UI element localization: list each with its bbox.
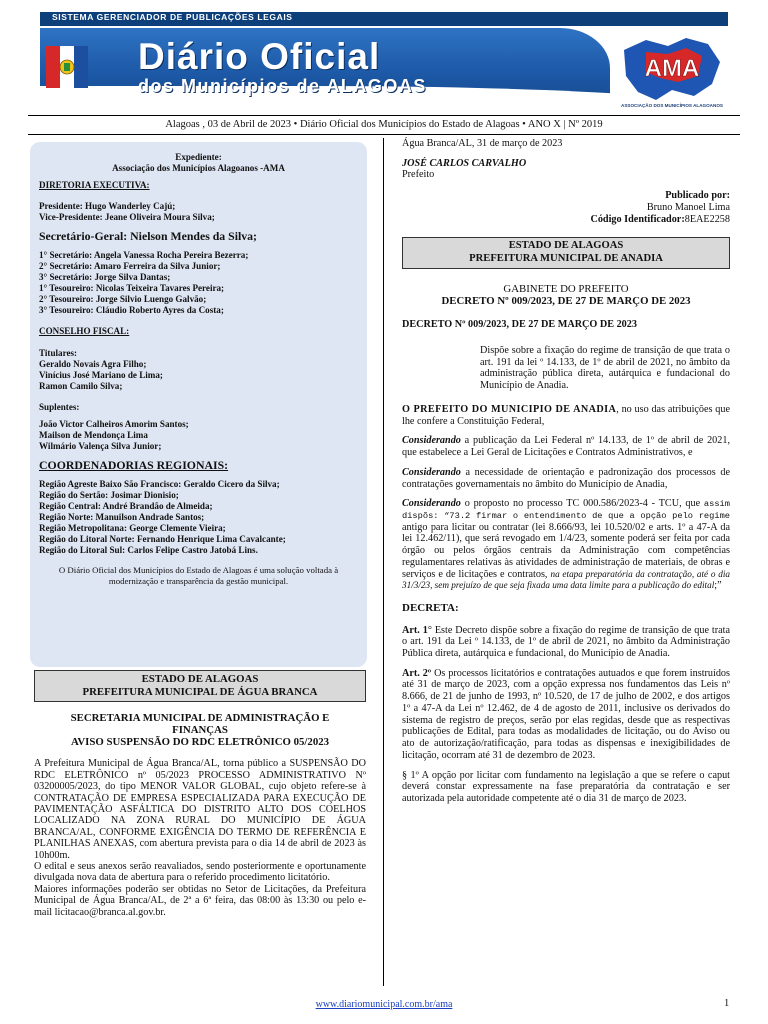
secretario-item: 2° Secretário: Amaro Ferreira da Silva Junior; — [39, 260, 221, 271]
considerando-text: a publicação da Lei Federal nº 14.133, de 1º de abril de 2021, que estabelece a Lei Geral de Licitações e Contratos Administrativos, e — [402, 435, 730, 459]
published-by-name: Bruno Manoel Lima — [646, 201, 730, 213]
coordenadoria-item: Região Norte: Manuilson Andrade Santos; — [39, 511, 205, 522]
article-2-label: Art. 2º — [402, 667, 432, 679]
expediente-title: Expediente: — [175, 152, 222, 162]
page-number: 1 — [724, 998, 730, 1009]
tesoureiro-item: 3° Tesoureiro: Cláudio Roberto Ayres da Costa; — [39, 305, 224, 316]
preamble-text: , no uso das atribuições que lhe confere a Constituição Federal, — [402, 403, 730, 427]
code-label: Código Identificador: — [590, 213, 685, 225]
suplente-item: Wilmário Valença Silva Junior; — [39, 441, 162, 452]
coordenadoria-item: Região do Sertão: Josimar Dionisio; — [39, 489, 179, 500]
entity-name: PREFEITURA MUNICIPAL DE ÁGUA BRANCA — [82, 686, 318, 699]
considerando-text: o proposto no processo TC 000.586/2023-4 - TCU, que — [460, 498, 704, 510]
considerando-word: Considerando — [402, 498, 461, 510]
considerando-text: antigo para licitar ou contratar (lei 8.666/93, lei 10.520/02 e arts. 1º a 47-A da lei 12.462/11), que será revogado em 1/4/23, somente poderá ser feita por cada órgão ou pelos órgãos centrais da Administração com competências regulamentares relativas às atividades de administração de materiais, de obras e serviços e de licitações e contratos, — [402, 521, 730, 580]
considerando-1 — [402, 435, 730, 458]
system-name: SISTEMA GERENCIADOR DE PUBLICAÇÕES LEGAIS — [52, 12, 293, 22]
left-column — [30, 142, 367, 667]
considerando-3 — [402, 498, 730, 592]
expediente-box — [30, 142, 367, 667]
right-column — [402, 138, 730, 805]
titular-item: Ramon Camilo Silva; — [39, 380, 123, 391]
alagoas-flag-icon — [46, 46, 88, 88]
column-divider — [383, 138, 384, 986]
article-2-paragraph-1: § 1º A opção por licitar com fundamento na legislação a que se refere o caput deverá constar expressamente na fase preparatória da contratação e ser autorizada pela autoridade competente até o dia 31 de março de 2023. — [402, 769, 730, 804]
suplente-item: João Victor Calheiros Amorim Santos; — [39, 418, 189, 429]
state-name: ESTADO DE ALAGOAS — [508, 240, 624, 252]
top-rule — [28, 115, 740, 116]
considerando-text: a necessidade de orientação e padronização dos processos de contratações governamentais no âmbito do Município de Anadia, — [402, 466, 730, 490]
ama-logo-text: AMA — [644, 55, 700, 82]
considerando-word: Considerando — [402, 435, 461, 447]
coordenadoria-item: Região Agreste Baixo São Francisco: Geraldo Cicero da Silva; — [39, 478, 280, 489]
tesoureiro-item: 1° Tesoureiro: Nicolas Teixeira Tavares Pereira; — [39, 283, 225, 294]
ama-logo-caption: ASSOCIAÇÃO DOS MUNICÍPIOS ALAGOANOS — [621, 103, 723, 108]
aviso-paragraph: Maiores informações poderão ser obtidas no Setor de Licitações, da Prefeitura Municipal de Água Branca/AL, de 2ª a 6ª feira, das 08:00 às 13:30 ou pelo e-mail licitacao@branca.al.gov.br. — [34, 883, 366, 918]
considerando-word: Considerando — [402, 466, 461, 478]
diretoria-label: DIRETORIA EXECUTIVA: — [39, 180, 150, 191]
ama-logo-icon — [616, 32, 728, 110]
suplentes-label: Suplentes: — [39, 401, 80, 412]
article-2-text: Os processos licitatórios e contratações autuados e que forem instruídos até 31 de março de 2023, com a opção expressa nos fundamentos das Leis nº 8.666, de 21 de junho de 1993, nº 10.520, de 17 de julho de 2002, e dos artigos 1º a 47-A da Lei nº 12.462, de 4 de agosto de 2011, inclusive os derivados do sistema de registro de preços, serão por elas regidas, desde que as respectivas publicações de Edital, para todas as modalidades de licitação, ou do Aviso ou ato de autorização/ratificação, para todas as dispensas e inexigibilidades de licitação, ocorram até 31 de dezembro de 2023. — [402, 667, 730, 761]
preamble-paragraph — [402, 404, 730, 427]
agua-branca-header — [34, 670, 366, 702]
signer-name: JOSÉ CARLOS CARVALHO — [402, 157, 527, 169]
edition-dateline: Alagoas , 03 de Abril de 2023 • Diário Oficial dos Municípios do Estado de Alagoas • ANO X | Nº 2019 — [165, 119, 603, 130]
place-date: Água Branca/AL, 31 de março de 2023 — [402, 138, 563, 149]
titular-item: Vinícius José Mariano de Lima; — [39, 369, 163, 380]
considerando-2 — [402, 467, 730, 490]
considerando-end: ;” — [714, 580, 722, 592]
header-banner — [40, 12, 728, 110]
decreto-title: DECRETO Nº 009/2023, DE 27 DE MARÇO DE 2023 — [441, 295, 691, 308]
aviso-paragraph: A Prefeitura Municipal de Água Branca/AL, torna público a SUSPENSÃO DO RDC ELETRÔNICO nº 05/2023 PROCESSO ADMINISTRATIVO Nº 03200005/2023, do tipo MENOR VALOR GLOBAL, cujo objeto refere-se à CONTRATAÇÃO DE EMPRESA ESPECIALIZADA PARA EXECUÇÃO DE PAVIMENTAÇÃO ASFÁLTICA DO DISTRITO ALTO DOS COELHOS LOCALIZADO NA ZONA RURAL DO MUNICÍPIO DE ÁGUA BRANCA/AL, CONFORME EXIGÊNCIA DO TERMO DE REFERÊNCIA E PLANILHAS ANEXAS, com abertura prevista para o dia 14 de abril de 2023 às 10h00m. — [34, 758, 366, 861]
published-by-label: Publicado por: — [665, 190, 730, 202]
aviso-paragraph: O edital e seus anexos serão reavaliados, sendo posteriormente e oportunamente divulgada nova data de abertura para o referido procedimento licitatório. — [34, 861, 366, 884]
secretario-geral: Secretário-Geral: Nielson Mendes da Silva; — [39, 229, 257, 244]
coordenadoria-item: Região Metropolitana: George Clemente Vieira; — [39, 523, 226, 534]
aviso-title-line-2: FINANÇAS — [172, 724, 228, 737]
coordenadorias-label: COORDENADORIAS REGIONAIS: — [39, 458, 229, 473]
entity-name: PREFEITURA MUNICIPAL DE ANADIA — [469, 253, 663, 265]
coordenadoria-item: Região do Litoral Norte: Fernando Henrique Lima Cavalcante; — [39, 534, 286, 545]
article-1 — [402, 625, 730, 660]
titulares-label: Titulares: — [39, 347, 78, 358]
secretario-item: 3° Secretário: Jorge Silva Dantas; — [39, 272, 171, 283]
signer-role: Prefeito — [402, 169, 435, 181]
expediente-note: O Diário Oficial dos Municípios do Estado de Alagoas é uma solução voltada à modernização e transparência da gestão municipal. — [58, 565, 339, 587]
decreto-subtitle: DECRETO Nº 009/2023, DE 27 DE MARÇO DE 2023 — [402, 319, 637, 331]
considerando-italic: na etapa preparatória da contratação, até o dia 31/3/23, sem prejuízo de que seja fixada uma data limite para a publicação do edital — [402, 568, 730, 591]
article-1-text: Este Decreto dispõe sobre a fixação do regime de transição de que trata o art. 191 da Lei º 14.133, de 1º de abril de 2021, no âmbito da Administração Pública direta, autárquica e fundacional, do Município de Anadia. — [402, 624, 730, 660]
preamble-bold: O PREFEITO DO MUNICIPIO DE ANADIA — [402, 403, 617, 415]
presidente: Presidente: Hugo Wanderley Cajú; — [39, 201, 176, 212]
publication-title: Diário Oficial — [138, 36, 381, 77]
article-1-label: Art. 1 — [402, 624, 428, 636]
system-bar — [40, 12, 728, 26]
gabinete-title: GABINETE DO PREFEITO — [503, 283, 629, 296]
conselho-label: CONSELHO FISCAL: — [39, 326, 130, 337]
coordenadoria-item: Região Central: André Brandão de Almeida; — [39, 500, 213, 511]
considerando-quote-start: assim dispõs: “73.2 firmar o entendimento de que a opção pelo regime — [402, 499, 730, 521]
bottom-rule — [28, 134, 740, 135]
publication-subtitle: dos Municípios de ALAGOAS — [138, 76, 427, 96]
titular-item: Geraldo Novais Agra Filho; — [39, 358, 147, 369]
code-value: 8EAE2258 — [684, 213, 730, 225]
aviso-title-line-3: AVISO SUSPENSÃO DO RDC ELETRÔNICO 05/2023 — [70, 736, 330, 749]
decreta-label: DECRETA: — [402, 601, 459, 614]
anadia-header — [402, 237, 730, 269]
vice-presidente: Vice-Presidente: Jeane Oliveira Moura Silva; — [39, 212, 215, 223]
aviso-section — [34, 712, 366, 918]
footer-website-link[interactable]: www.diariomunicipal.com.br/ama — [315, 999, 453, 1010]
article-2 — [402, 668, 730, 762]
expediente-org: Associação dos Municípios Alagoanos -AMA — [112, 163, 285, 174]
state-name: ESTADO DE ALAGOAS — [141, 673, 259, 685]
decreto-ementa: Dispõe sobre a fixação do regime de transição de que trata o art. 191 da lei º 14.133, de 1º de abril de 2021, no âmbito da administração pública direta, autárquica e fundacional do Município de Anadia. — [480, 345, 730, 392]
suplente-item: Mailson de Mendonça Lima — [39, 430, 148, 441]
tesoureiro-item: 2° Tesoureiro: Jorge Silvio Luengo Galvão; — [39, 294, 207, 305]
aviso-title-line-1: SECRETARIA MUNICIPAL DE ADMINISTRAÇÃO E — [70, 712, 330, 724]
secretario-item: 1° Secretário: Angela Vanessa Rocha Pereira Bezerra; — [39, 249, 249, 260]
article-1-degree: ° — [427, 624, 432, 636]
coordenadoria-item: Região do Litoral Sul: Carlos Felipe Castro Jatobá Lins. — [39, 545, 258, 556]
